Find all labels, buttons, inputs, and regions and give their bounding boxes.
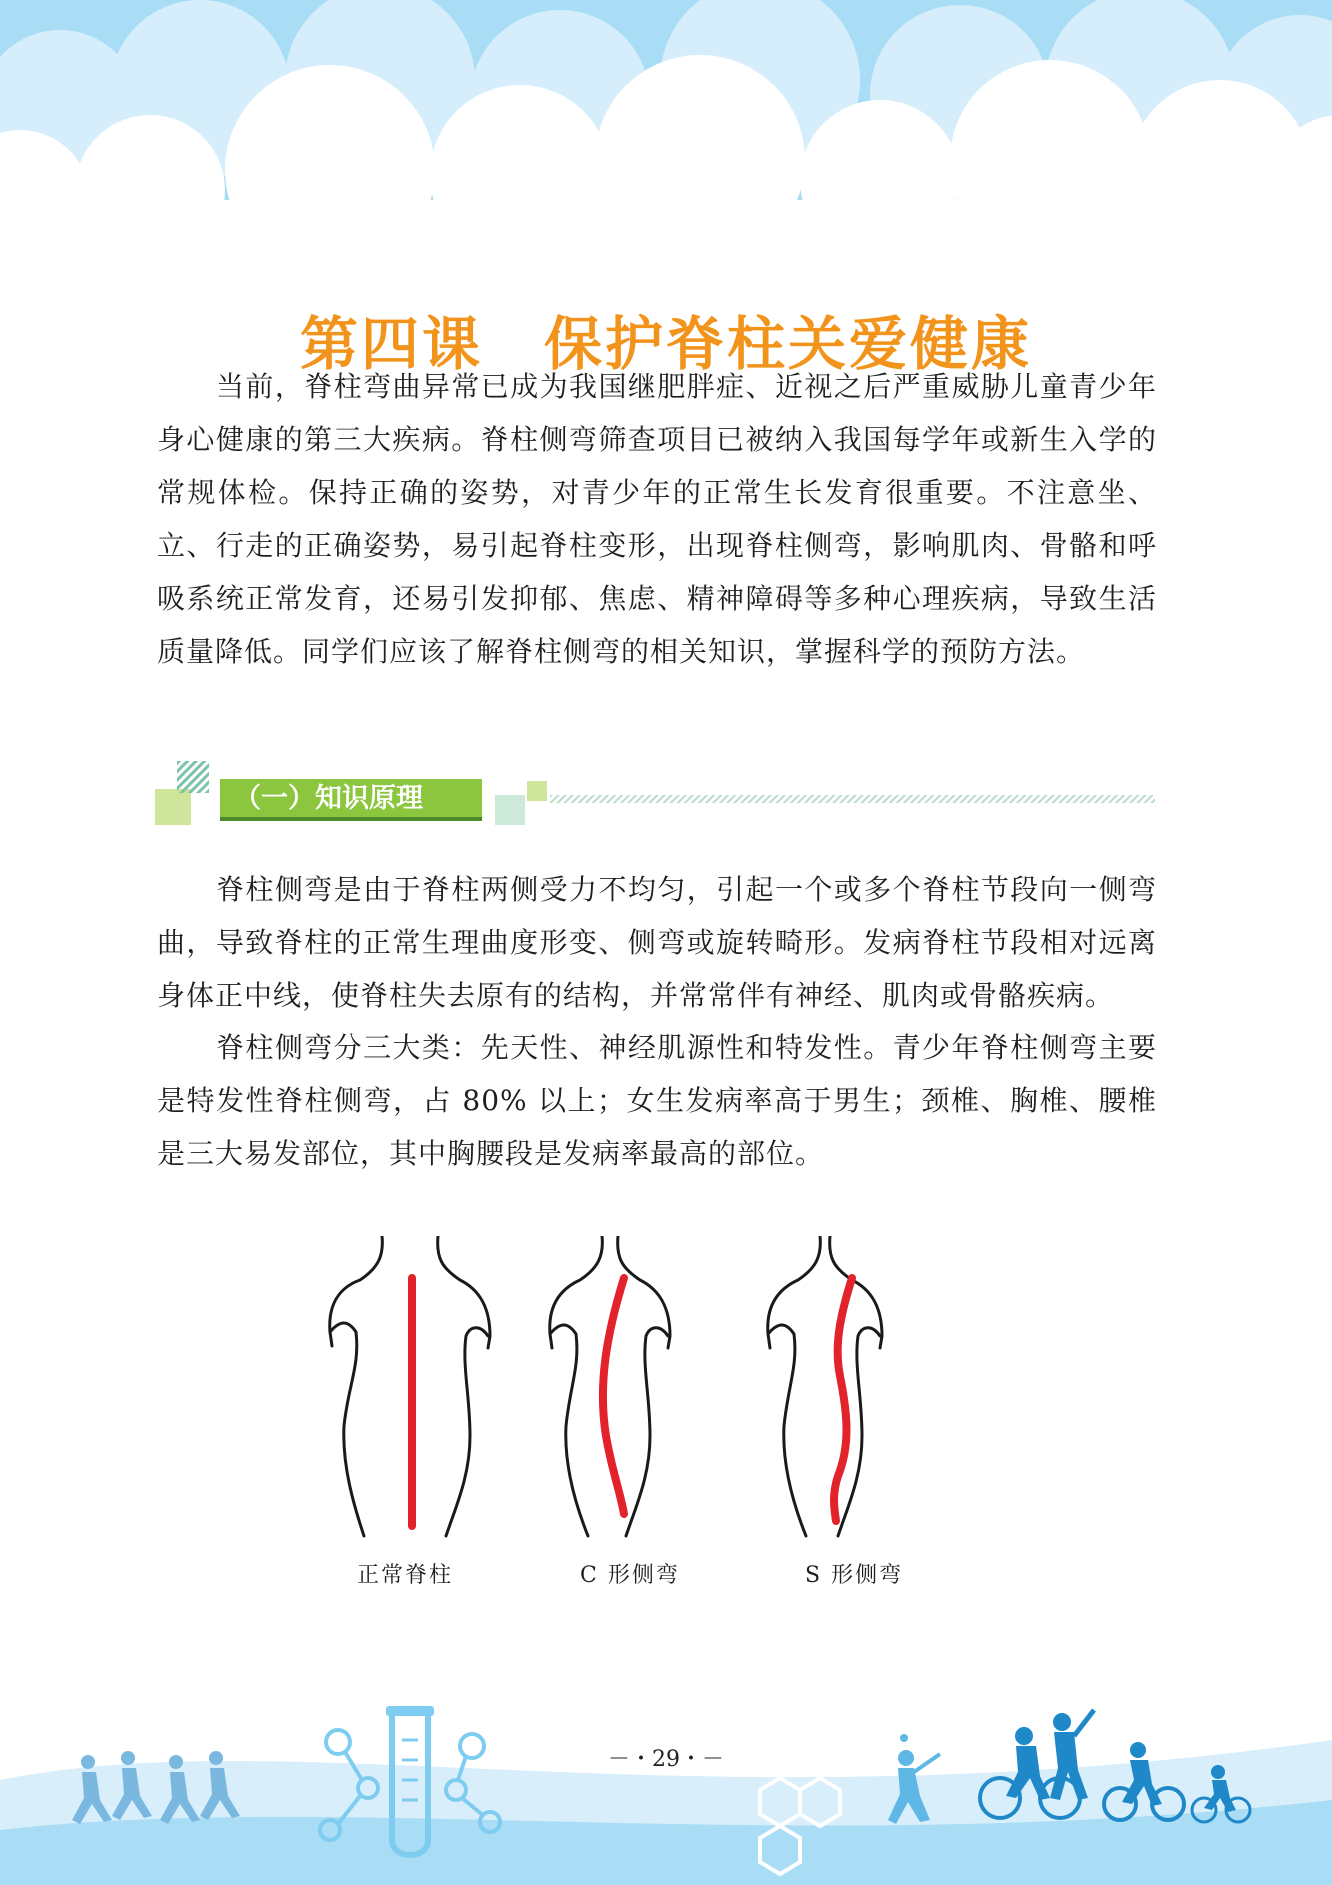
figure-caption: 正常脊柱 [357,1563,454,1588]
deco-square [155,789,191,825]
spine-s-curve [834,1278,852,1521]
figure-caption: C 形侧弯 [580,1563,680,1588]
body-outline-c-curve [550,1236,670,1536]
body-paragraph: 脊柱侧弯分三大类：先天性、神经肌源性和特发性。青少年脊柱侧弯主要是特发性脊柱侧弯，占 80% 以上；女生发病率高于男生；颈椎、胸椎、腰椎是三大易发部位，其中胸腰段是发病率最高的部位。 [157,1031,1157,1170]
lesson-title: 第四课 保护脊柱关爱健康 [299,309,1032,378]
deco-stripe-square [177,761,209,793]
figure-caption: S 形侧弯 [805,1563,904,1588]
deco-square [495,795,525,825]
sky-cloud-header [0,0,1332,250]
deco-stripe-line [550,795,1155,803]
section-label: （一）知识原理 [220,779,482,821]
page-number: －・29・－ [608,1747,724,1772]
body-paragraph: 脊柱侧弯是由于脊柱两侧受力不均匀，引起一个或多个脊柱节段向一侧弯曲，导致脊柱的正常生理曲度形变、侧弯或旋转畸形。发病脊柱节段相对远离身体正中线，使脊柱失去原有的结构，并常常伴有神经、肌肉或骨骼疾病。 [157,873,1157,1012]
section-heading [155,757,1155,837]
spine-illustration [320,1236,960,1556]
deco-square [527,781,547,801]
spine-c-curve [603,1278,624,1514]
footer-illustration [0,1680,1332,1885]
intro-paragraph: 当前，脊柱弯曲异常已成为我国继肥胖症、近视之后严重威胁儿童青少年身心健康的第三大疾病。脊柱侧弯筛查项目已被纳入我国每学年或新生入学的常规体检。保持正确的姿势，对青少年的正常生长发育很重要。不注意坐、立、行走的正确姿势，易引起脊柱变形，出现脊柱侧弯，影响肌肉、骨骼和呼吸系统正常发育，还易引发抑郁、焦虑、精神障碍等多种心理疾病，导致生活质量降低。同学们应该了解脊柱侧弯的相关知识，掌握科学的预防方法。 [157,370,1157,668]
body-outline-s-curve [768,1236,882,1536]
